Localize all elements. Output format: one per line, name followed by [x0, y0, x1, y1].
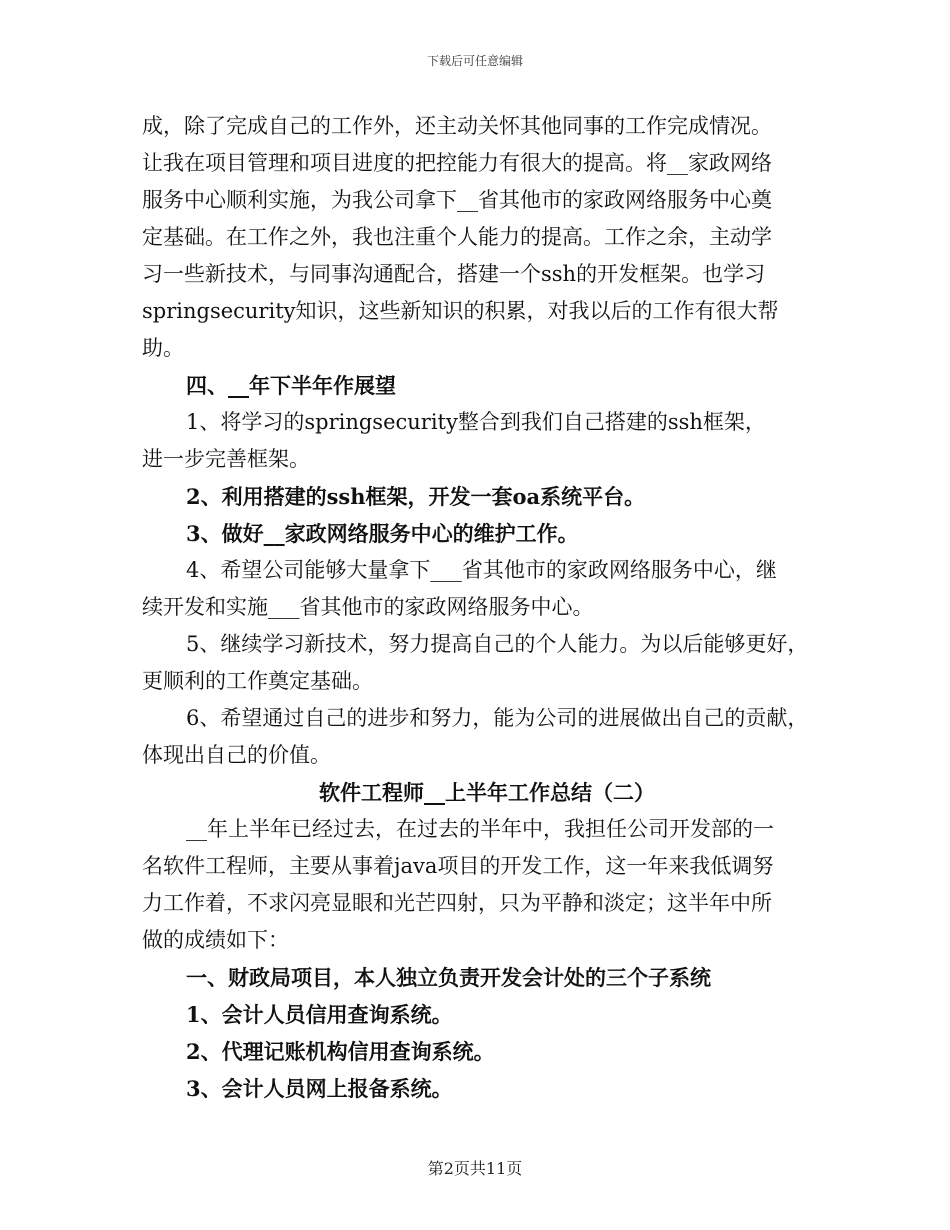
section-heading: 四、__年下半年作展望	[186, 373, 396, 398]
list-item: 1、会计人员信用查询系统。	[186, 1002, 453, 1027]
section-heading: 一、财政局项目，本人独立负责开发会计处的三个子系统	[186, 965, 711, 990]
paragraph-line: __年上半年已经过去，在过去的半年中，我担任公司开发部的一	[186, 817, 774, 841]
page-footer: 第2页共11页	[427, 1159, 523, 1178]
list-item: 3、做好__家政网络服务中心的维护工作。	[186, 521, 579, 546]
body-line: 成，除了完成自己的工作外，还主动关怀其他同事的工作完成情况。	[142, 114, 772, 138]
body-line: 服务中心顺利实施，为我公司拿下__省其他市的家政网络服务中心奠	[142, 188, 772, 212]
body-line: 名软件工程师，主要从事着java项目的开发工作，这一年来我低调努	[142, 854, 774, 878]
body-line: 做的成绩如下：	[142, 928, 289, 952]
body-line: 定基础。在工作之外，我也注重个人能力的提高。工作之余，主动学	[142, 225, 772, 249]
body-line: 力工作着，不求闪亮显眼和光芒四射，只为平静和淡定；这半年中所	[142, 891, 772, 915]
body-line: springsecurity知识，这些新知识的积累，对我以后的工作有很大帮	[142, 299, 779, 323]
body-line: 更顺利的工作奠定基础。	[142, 669, 373, 693]
list-item: 3、会计人员网上报备系统。	[186, 1076, 453, 1101]
list-item: 2、利用搭建的ssh框架，开发一套oa系统平台。	[186, 484, 646, 509]
body-line: 进一步完善框架。	[142, 447, 310, 471]
list-item: 5、继续学习新技术，努力提高自己的个人能力。为以后能够更好，	[186, 632, 809, 656]
page-header: 下载后可任意编辑	[426, 54, 523, 68]
list-item: 2、代理记账机构信用查询系统。	[186, 1039, 495, 1064]
section-title: 软件工程师__上半年工作总结（二）	[319, 780, 655, 805]
body-line: 让我在项目管理和项目进度的把控能力有很大的提高。将__家政网络	[142, 151, 772, 175]
body-line: 习一些新技术，与同事沟通配合，搭建一个ssh的开发框架。也学习	[142, 262, 766, 286]
list-item: 1、将学习的springsecurity整合到我们自己搭建的ssh框架，	[186, 410, 766, 434]
list-item: 6、希望通过自己的进步和努力，能为公司的进展做出自己的贡献，	[186, 706, 809, 730]
document-body	[142, 108, 832, 1107]
body-line: 助。	[142, 336, 184, 360]
body-line: 体现出自己的价值。	[142, 743, 331, 767]
list-item: 4、希望公司能够大量拿下___省其他市的家政网络服务中心，继	[186, 558, 777, 582]
body-line: 续开发和实施___省其他市的家政网络服务中心。	[142, 595, 594, 619]
